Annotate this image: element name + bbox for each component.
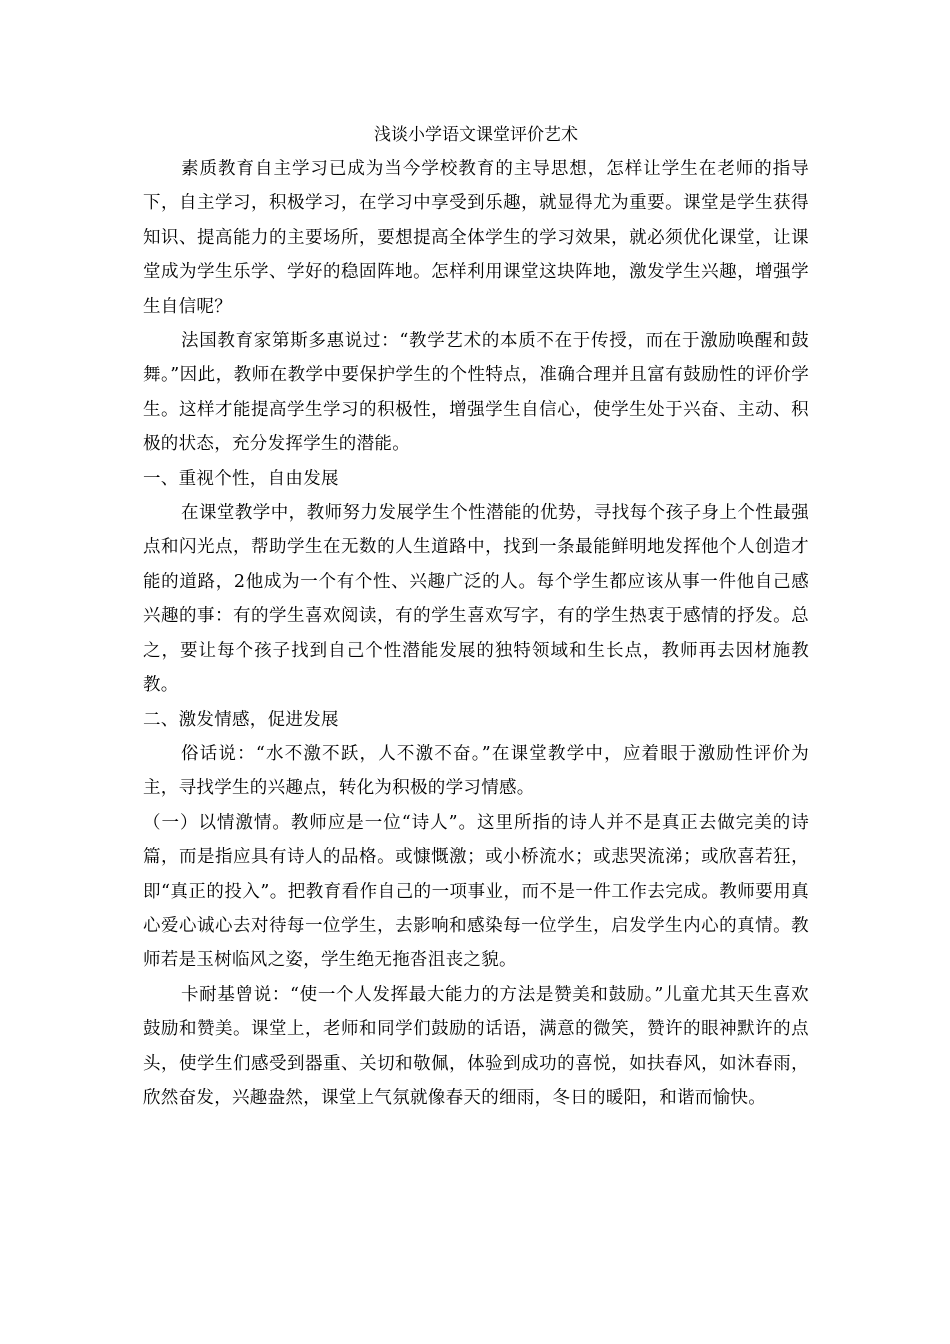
paragraph-quote-diesterweg: 法国教育家第斯多惠说过：“教学艺术的本质不在于传授，而在于激励唤醒和鼓舞。”因此，教师在教学中要保护学生的个性特点，准确合理并且富有鼓励性的评价学生。这样才能提高学生学习的积极性，增强学生自信心，使学生处于兴奋、主动、积极的状态，充分发挥学生的潜能。 (143, 331, 809, 455)
section-heading-1: 一、重视个性，自由发展 (143, 468, 339, 489)
section-heading-2: 二、激发情感，促进发展 (143, 709, 339, 730)
paragraph-carnegie: 卡耐基曾说：“使一个人发挥最大能力的方法是赞美和鼓励。”儿童尤其天生喜欢鼓励和赞美。课堂上，老师和同学们鼓励的话语，满意的微笑，赞许的眼神默许的点头，使学生们感受到器重、关切和敬佩，体验到成功的喜悦，如扶春风，如沐春雨，欣然奋发，兴趣盎然，课堂上气氛就像春天的细雨，冬日的暖阳，和谐而愉快。 (143, 984, 809, 1108)
document-title: 浅谈小学语文课堂评价艺术 (374, 125, 578, 145)
paragraph-intro: 素质教育自主学习已成为当今学校教育的主导思想，怎样让学生在老师的指导下，自主学习，积极学习，在学习中享受到乐趣，就显得尤为重要。课堂是学生获得知识、提高能力的主要场所，要想提高全体学生的学习效果，就必须优化课堂，让课堂成为学生乐学、学好的稳固阵地。怎样利用课堂这块阵地，激发学生兴趣，增强学生自信呢？ (143, 159, 809, 317)
document-page (143, 118, 809, 1115)
paragraph-emotion: （一）以情激情。教师应是一位“诗人”。这里所指的诗人并不是真正去做完美的诗篇，而是指应具有诗人的品格。或慷慨激；或小桥流水；或悲哭流涕；或欣喜若狂，即“真正的投入”。把教育看作自己的一项事业，而不是一件工作去完成。教师要用真心爱心诚心去对待每一位学生，去影响和感染每一位学生，启发学生内心的真情。教师若是玉树临风之姿，学生绝无拖沓沮丧之貌。 (143, 812, 809, 971)
paragraph-individuality: 在课堂教学中，教师努力发展学生个性潜能的优势，寻找每个孩子身上个性最强点和闪光点，帮助学生在无数的人生道路中，找到一条最能鲜明地发挥他个人创造才能的道路，2他成为一个有个性、兴趣广泛的人。每个学生都应该从事一件他自己感兴趣的事：有的学生喜欢阅读，有的学生喜欢写字，有的学生热衷于感情的抒发。总之，要让每个孩子找到自己个性潜能发展的独特领域和生长点，教师再去因材施教教。 (143, 503, 809, 696)
paragraph-proverb: 俗话说：“水不激不跃，人不激不奋。”在课堂教学中，应着眼于激励性评价为主，寻找学生的兴趣点，转化为积极的学习情感。 (143, 743, 809, 799)
